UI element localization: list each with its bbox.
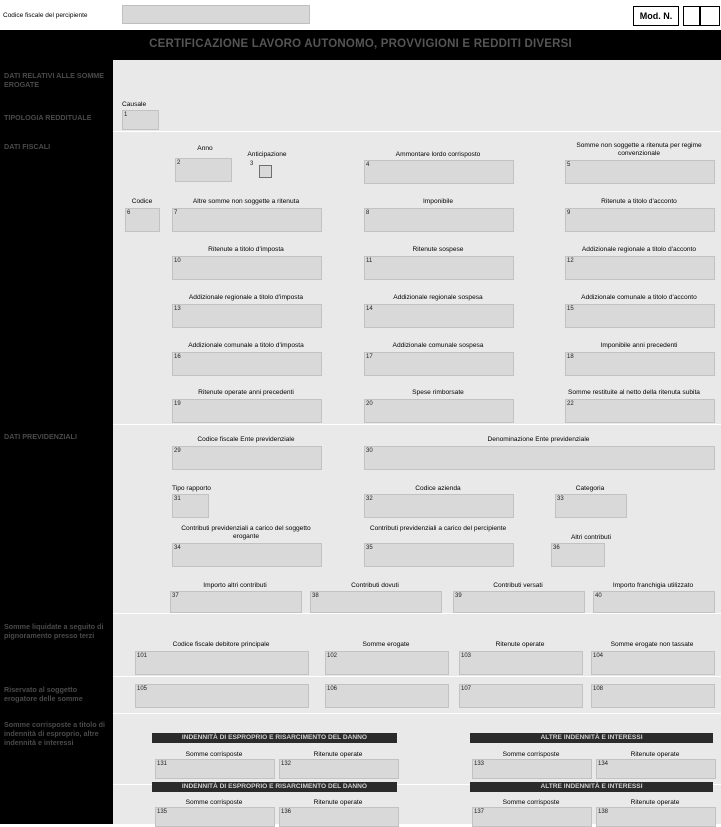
fieldnum-6: 6 xyxy=(127,210,131,216)
section-label-dati-previdenziali: DATI PREVIDENZIALI xyxy=(4,432,77,441)
fieldnum-15: 15 xyxy=(567,306,574,312)
field-134[interactable] xyxy=(596,759,716,779)
section-label-tipologia: TIPOLOGIA REDDITUALE xyxy=(4,113,92,122)
field-importo-franchigia[interactable] xyxy=(593,591,715,613)
label-causale: Causale xyxy=(122,101,147,108)
fieldnum-34: 34 xyxy=(174,545,181,551)
fieldnum-134: 134 xyxy=(598,761,609,767)
label-somme-erogate-non-tassate: Somme erogate non tassate xyxy=(610,641,694,648)
label-somme-non-soggette-convenzionale: Somme non soggette a ritenuta per regime convenzionale xyxy=(576,142,702,157)
fieldnum-17: 17 xyxy=(366,354,373,360)
fieldnum-132: 132 xyxy=(281,761,292,767)
label-add-reg-sospesa: Addizionale regionale sospesa xyxy=(393,294,483,301)
fieldnum-7: 7 xyxy=(174,210,178,216)
fieldnum-10: 10 xyxy=(174,258,181,264)
subheader-esproprio-1: INDENNITÀ DI ESPROPRIO E RISARCIMENTO DEL DANNO xyxy=(152,733,397,743)
fieldnum-22: 22 xyxy=(567,401,574,407)
field-somme-non-soggette-convenzionale[interactable] xyxy=(565,160,715,184)
divider-dati-previdenziali xyxy=(113,424,721,425)
subheader-esproprio-2: INDENNITÀ DI ESPROPRIO E RISARCIMENTO DEL DANNO xyxy=(152,782,397,792)
field-add-reg-imposta[interactable] xyxy=(172,304,322,328)
label-anno: Anno xyxy=(197,145,213,152)
field-contrib-erogante[interactable] xyxy=(172,543,322,567)
fieldnum-5: 5 xyxy=(567,162,571,168)
fieldnum-103: 103 xyxy=(461,653,472,659)
fieldnum-11: 11 xyxy=(366,258,373,264)
fieldnum-40: 40 xyxy=(595,593,602,599)
label-importo-altri-contributi: Importo altri contributi xyxy=(203,582,267,589)
field-somme-erogate-non-tassate[interactable] xyxy=(591,651,715,675)
fieldnum-133: 133 xyxy=(474,761,485,767)
fieldnum-37: 37 xyxy=(172,593,179,599)
fieldnum-30: 30 xyxy=(366,448,373,454)
fieldnum-12: 12 xyxy=(567,258,574,264)
mod-number-label: Mod. N. xyxy=(633,6,679,26)
label-codice: Codice xyxy=(131,198,153,205)
field-cf-ente-prev[interactable] xyxy=(172,446,322,470)
field-131[interactable] xyxy=(155,759,275,779)
field-somme-erogate[interactable] xyxy=(325,651,449,675)
label-codice-azienda: Codice azienda xyxy=(415,485,461,492)
field-causale[interactable] xyxy=(122,110,159,130)
label-add-com-acconto: Addizionale comunale a titolo d'acconto xyxy=(581,294,697,301)
label-ritenute-operate-103: Ritenute operate xyxy=(495,641,545,648)
label-contributi-versati: Contributi versati xyxy=(493,582,543,589)
fieldnum-8: 8 xyxy=(366,210,370,216)
fieldnum-18: 18 xyxy=(567,354,574,360)
fieldnum-31: 31 xyxy=(174,496,181,502)
fieldnum-101: 101 xyxy=(137,653,148,659)
label-cf-debitore: Codice fiscale debitore principale xyxy=(172,641,270,648)
label-contrib-percipiente: Contributi previdenziali a carico del percipiente xyxy=(369,525,507,532)
label-cf-ente-prev: Codice fiscale Ente previdenziale xyxy=(197,436,295,443)
label-categoria: Categoria xyxy=(575,485,605,492)
mod-number-input-1[interactable] xyxy=(683,6,700,26)
section-label-riservato: Riservato al soggetto erogatore delle somme xyxy=(4,685,83,703)
field-ritenute-sospese[interactable] xyxy=(364,256,514,280)
fieldnum-1: 1 xyxy=(124,112,128,118)
field-136[interactable] xyxy=(279,807,399,827)
fieldnum-108: 108 xyxy=(593,686,604,692)
fieldnum-104: 104 xyxy=(593,653,604,659)
label-ritenute-anni-prec: Ritenute operate anni precedenti xyxy=(198,389,294,396)
label-add-reg-imposta: Addizionale regionale a titolo d'imposta xyxy=(188,294,304,301)
field-imponibile-anni-prec[interactable] xyxy=(565,352,715,376)
field-ritenute-operate-103[interactable] xyxy=(459,651,583,675)
field-106[interactable] xyxy=(325,684,449,708)
field-132[interactable] xyxy=(279,759,399,779)
label-contributi-dovuti: Contributi dovuti xyxy=(351,582,399,589)
fieldnum-106: 106 xyxy=(327,686,338,692)
fieldnum-39: 39 xyxy=(455,593,462,599)
label-ritenute-operate-138: Ritenute operate xyxy=(630,799,680,806)
fieldnum-138: 138 xyxy=(598,809,609,815)
label-add-com-sospesa: Addizionale comunale sospesa xyxy=(392,342,484,349)
subheader-altre-1: ALTRE INDENNITÀ E INTERESSI xyxy=(470,733,713,743)
fieldnum-102: 102 xyxy=(327,653,338,659)
fieldnum-9: 9 xyxy=(567,210,571,216)
field-codice-azienda[interactable] xyxy=(364,494,514,518)
label-contrib-erogante: Contributi previdenziali a carico del soggetto erogante xyxy=(181,525,311,540)
label-add-com-imposta: Addizionale comunale a titolo d'imposta xyxy=(188,342,304,349)
mod-number-input-2[interactable] xyxy=(700,6,720,26)
fiscal-code-input[interactable] xyxy=(122,5,310,24)
label-importo-franchigia: Importo franchigia utilizzato xyxy=(612,582,694,589)
label-somme-corrisposte-133: Somme corrisposte xyxy=(502,751,560,758)
label-somme-corrisposte-131: Somme corrisposte xyxy=(185,751,243,758)
label-somme-restituite: Somme restituite al netto della ritenuta subita xyxy=(568,389,700,396)
section-label-dati-fiscali: DATI FISCALI xyxy=(4,142,51,151)
field-add-com-sospesa[interactable] xyxy=(364,352,514,376)
label-tipo-rapporto: Tipo rapporto xyxy=(172,485,211,492)
field-133[interactable] xyxy=(472,759,592,779)
divider-riservato xyxy=(113,676,721,677)
top-bar xyxy=(0,0,721,28)
fieldnum-105: 105 xyxy=(137,686,148,692)
field-somme-restituite[interactable] xyxy=(565,399,715,423)
fieldnum-131: 131 xyxy=(157,761,168,767)
fieldnum-3: 3 xyxy=(250,161,254,167)
field-add-reg-sospesa[interactable] xyxy=(364,304,514,328)
field-138[interactable] xyxy=(596,807,716,827)
fieldnum-19: 19 xyxy=(174,401,181,407)
divider-somme-liquidate xyxy=(113,613,721,614)
fieldnum-2: 2 xyxy=(177,160,181,166)
field-105[interactable] xyxy=(135,684,309,708)
field-altre-somme-non-soggette[interactable] xyxy=(172,208,322,232)
section-label-somme-erogate: DATI RELATIVI ALLE SOMME EROGATE xyxy=(4,71,105,89)
label-spese-rimborsate: Spese rimborsate xyxy=(412,389,464,396)
field-anno[interactable] xyxy=(175,158,232,182)
fieldnum-38: 38 xyxy=(312,593,319,599)
label-ritenute-operate-132: Ritenute operate xyxy=(313,751,363,758)
field-spese-rimborsate[interactable] xyxy=(364,399,514,423)
field-108[interactable] xyxy=(591,684,715,708)
field-add-com-imposta[interactable] xyxy=(172,352,322,376)
field-importo-altri-contributi[interactable] xyxy=(170,591,302,613)
section-label-somme-liquidate: Somme liquidate a seguito di pignoramento presso terzi xyxy=(4,622,104,640)
label-denominazione-ente-prev: Denominazione Ente previdenziale xyxy=(487,436,590,443)
field-contrib-percipiente[interactable] xyxy=(364,543,514,567)
fieldnum-35: 35 xyxy=(366,545,373,551)
fieldnum-107: 107 xyxy=(461,686,472,692)
fieldnum-136: 136 xyxy=(281,809,292,815)
fiscal-code-label: Codice fiscale del percipiente xyxy=(3,12,88,19)
label-imponibile-anni-prec: Imponibile anni precedenti xyxy=(600,342,678,349)
field-add-com-acconto[interactable] xyxy=(565,304,715,328)
fieldnum-14: 14 xyxy=(366,306,373,312)
fieldnum-137: 137 xyxy=(474,809,485,815)
fieldnum-33: 33 xyxy=(557,496,564,502)
field-137[interactable] xyxy=(472,807,592,827)
field-add-reg-acconto[interactable] xyxy=(565,256,715,280)
title-band xyxy=(0,30,721,60)
field-135[interactable] xyxy=(155,807,275,827)
label-somme-corrisposte-135: Somme corrisposte xyxy=(185,799,243,806)
field-cf-debitore[interactable] xyxy=(135,651,309,675)
fieldnum-36: 36 xyxy=(553,545,560,551)
field-contributi-versati[interactable] xyxy=(453,591,585,613)
subheader-altre-2: ALTRE INDENNITÀ E INTERESSI xyxy=(470,782,713,792)
label-anticipazione: Anticipazione xyxy=(247,151,287,158)
field-ammontare-lordo[interactable] xyxy=(364,160,514,184)
field-imponibile[interactable] xyxy=(364,208,514,232)
field-ritenute-imposta[interactable] xyxy=(172,256,322,280)
section-label-somme-indennita: Somme corrisposte a titolo di indennità di esproprio, altre indennità e interessi xyxy=(4,720,106,747)
field-107[interactable] xyxy=(459,684,583,708)
label-imponibile: Imponibile xyxy=(422,198,454,205)
fieldnum-29: 29 xyxy=(174,448,181,454)
label-ritenute-acconto: Ritenute a titolo d'acconto xyxy=(601,198,677,205)
field-categoria[interactable] xyxy=(555,494,627,518)
field-denominazione-ente-prev[interactable] xyxy=(364,446,715,470)
label-ritenute-sospese: Ritenute sospese xyxy=(412,246,464,253)
fieldnum-13: 13 xyxy=(174,306,181,312)
label-ritenute-operate-136: Ritenute operate xyxy=(313,799,363,806)
label-ammontare-lordo: Ammontare lordo corrisposto xyxy=(395,151,481,158)
label-altri-contributi: Altri contributi xyxy=(571,534,611,541)
left-section-column xyxy=(0,60,113,824)
label-add-reg-acconto: Addizionale regionale a titolo d'acconto xyxy=(581,246,697,253)
label-ritenute-operate-134: Ritenute operate xyxy=(630,751,680,758)
field-contributi-dovuti[interactable] xyxy=(310,591,442,613)
field-ritenute-anni-prec[interactable] xyxy=(172,399,322,423)
label-altre-somme-non-soggette: Altre somme non soggette a ritenuta xyxy=(192,198,300,205)
label-somme-corrisposte-137: Somme corrisposte xyxy=(502,799,560,806)
label-ritenute-imposta: Ritenute a titolo d'imposta xyxy=(208,246,284,253)
label-somme-erogate: Somme erogate xyxy=(362,641,410,648)
fieldnum-20: 20 xyxy=(366,401,373,407)
page-title: CERTIFICAZIONE LAVORO AUTONOMO, PROVVIGIONI E REDDITI DIVERSI xyxy=(149,38,572,50)
field-ritenute-acconto[interactable] xyxy=(565,208,715,232)
fieldnum-16: 16 xyxy=(174,354,181,360)
fieldnum-32: 32 xyxy=(366,496,373,502)
fieldnum-4: 4 xyxy=(366,162,370,168)
fieldnum-135: 135 xyxy=(157,809,168,815)
checkbox-anticipazione[interactable] xyxy=(259,165,272,178)
divider-indennita xyxy=(113,713,721,714)
divider-dati-fiscali xyxy=(113,131,721,132)
